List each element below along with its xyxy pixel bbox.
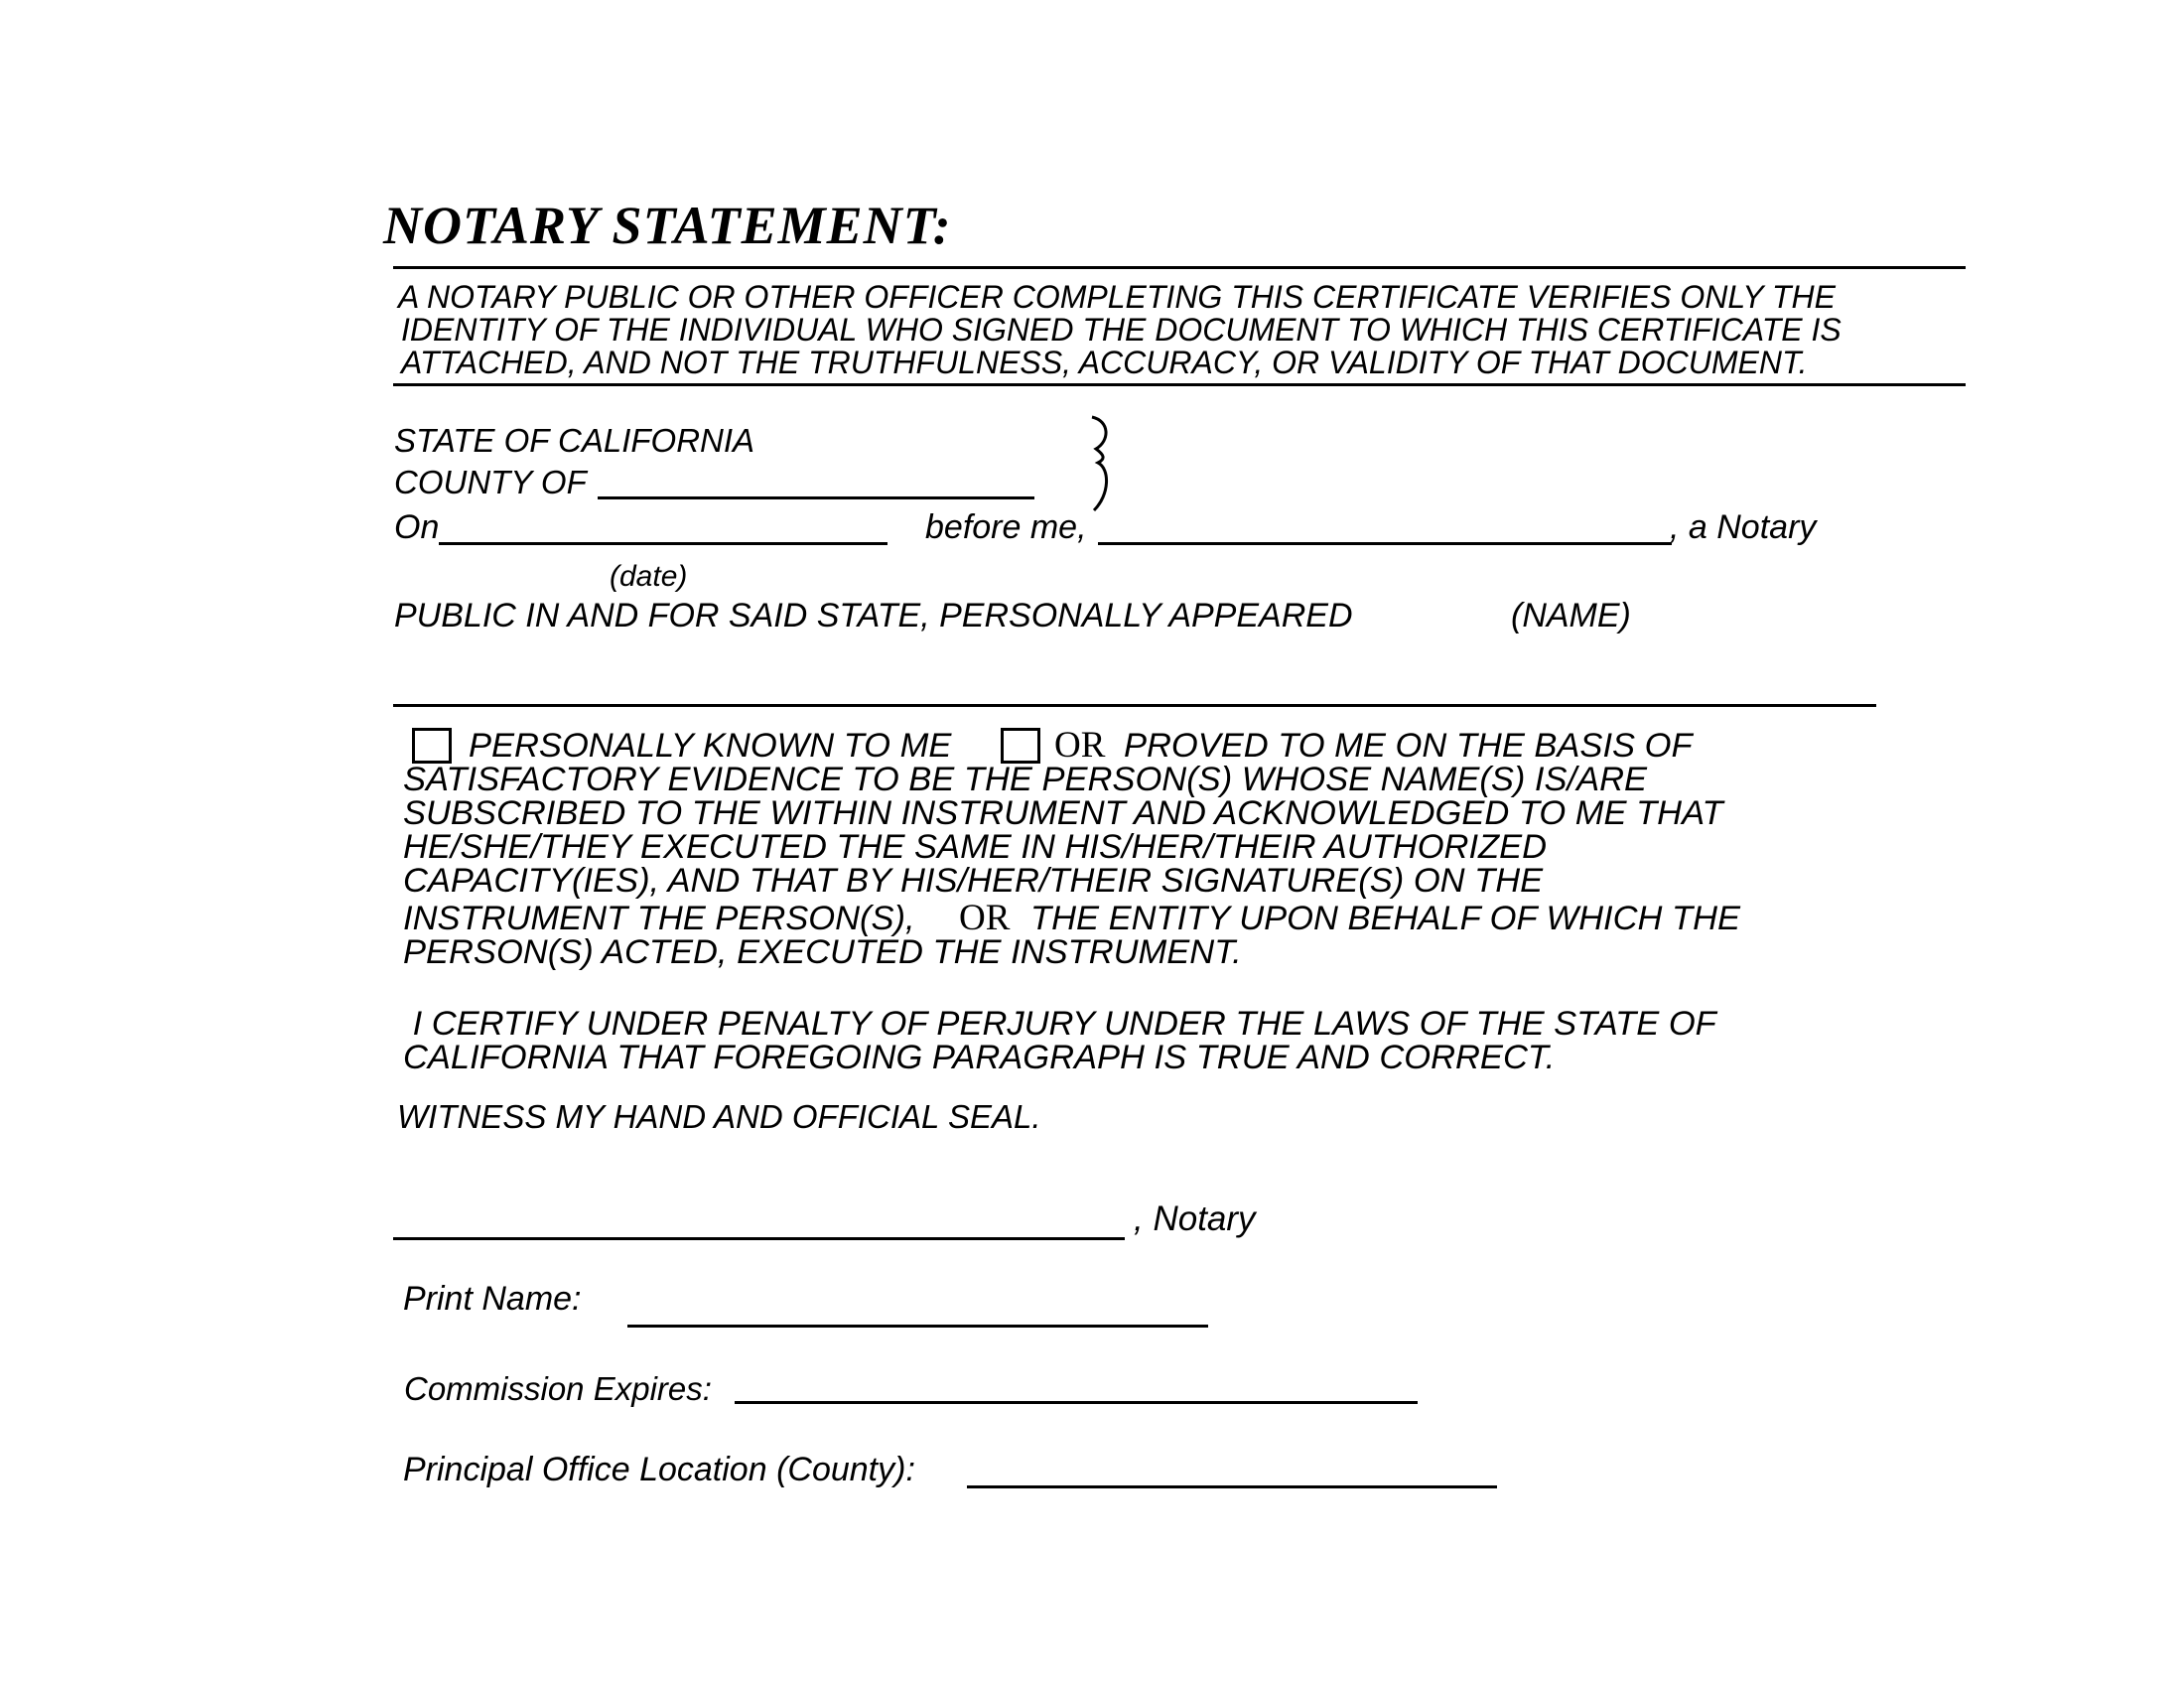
personally-known-checkbox[interactable] (412, 728, 452, 764)
disclaimer-line-2: IDENTITY OF THE INDIVIDUAL WHO SIGNED THE DOCUMENT TO WHICH THIS CERTIFICATE IS (401, 312, 1842, 348)
disclaimer-bottom-rule (393, 383, 1966, 386)
print-name-label: Print Name: (403, 1280, 582, 1318)
date-field[interactable] (439, 542, 887, 545)
identification-line-6a: INSTRUMENT THE PERSON(S), (403, 900, 915, 937)
appeared-name-field[interactable] (393, 704, 1876, 707)
identification-line-3: SUBSCRIBED TO THE WITHIN INSTRUMENT AND ACKNOWLEDGED TO ME THAT (403, 794, 1723, 832)
identification-line-6-or: OR (959, 898, 1011, 938)
identification-line-5: CAPACITY(IES), AND THAT BY HIS/HER/THEIR SIGNATURE(S) ON THE (403, 862, 1544, 900)
a-notary-label: , a Notary (1670, 508, 1817, 546)
or-label: OR (1054, 725, 1106, 766)
identification-line-7: PERSON(S) ACTED, EXECUTED THE INSTRUMENT. (403, 933, 1242, 971)
personally-known-label: PERSONALLY KNOWN TO ME (469, 727, 952, 765)
certification-line-2: CALIFORNIA THAT FOREGOING PARAGRAPH IS TRUE AND CORRECT. (403, 1039, 1556, 1076)
notary-signature-field[interactable] (393, 1237, 1125, 1240)
identification-line-4: HE/SHE/THEY EXECUTED THE SAME IN HIS/HER/THEIR AUTHORIZED (403, 828, 1548, 866)
date-caption: (date) (610, 560, 688, 593)
page-title: NOTARY STATEMENT: (383, 196, 952, 255)
proved-checkbox[interactable] (1001, 728, 1040, 764)
state-label: STATE OF CALIFORNIA (394, 422, 755, 459)
on-label: On (394, 508, 440, 546)
name-caption: (NAME) (1511, 597, 1631, 634)
commission-expires-label: Commission Expires: (404, 1370, 712, 1407)
print-name-field[interactable] (627, 1325, 1208, 1328)
county-field[interactable] (598, 496, 1034, 499)
disclaimer-line-3: ATTACHED, AND NOT THE TRUTHFULNESS, ACCURACY, OR VALIDITY OF THAT DOCUMENT. (401, 345, 1808, 380)
notary-name-field[interactable] (1098, 542, 1672, 545)
public-appeared-line: PUBLIC IN AND FOR SAID STATE, PERSONALLY APPEARED (394, 597, 1353, 634)
disclaimer-top-rule (393, 266, 1966, 269)
principal-office-field[interactable] (967, 1485, 1497, 1488)
certification-line-1: I CERTIFY UNDER PENALTY OF PERJURY UNDER THE LAWS OF THE STATE OF (403, 1005, 1716, 1043)
identification-line-6b: THE ENTITY UPON BEHALF OF WHICH THE (1030, 900, 1740, 937)
principal-office-label: Principal Office Location (County): (403, 1451, 915, 1488)
notary-signature-label: , Notary (1134, 1199, 1256, 1238)
proved-label: PROVED TO ME ON THE BASIS OF (1124, 727, 1693, 765)
disclaimer-line-1: A NOTARY PUBLIC OR OTHER OFFICER COMPLETING THIS CERTIFICATE VERIFIES ONLY THE (398, 279, 1836, 315)
commission-expires-field[interactable] (735, 1401, 1418, 1404)
witness-line: WITNESS MY HAND AND OFFICIAL SEAL. (397, 1098, 1041, 1135)
identification-line-2: SATISFACTORY EVIDENCE TO BE THE PERSON(S) WHOSE NAME(S) IS/ARE (403, 761, 1648, 798)
before-me-label: before me, (925, 508, 1087, 546)
brace-icon (1084, 415, 1124, 514)
county-label: COUNTY OF (394, 464, 587, 500)
